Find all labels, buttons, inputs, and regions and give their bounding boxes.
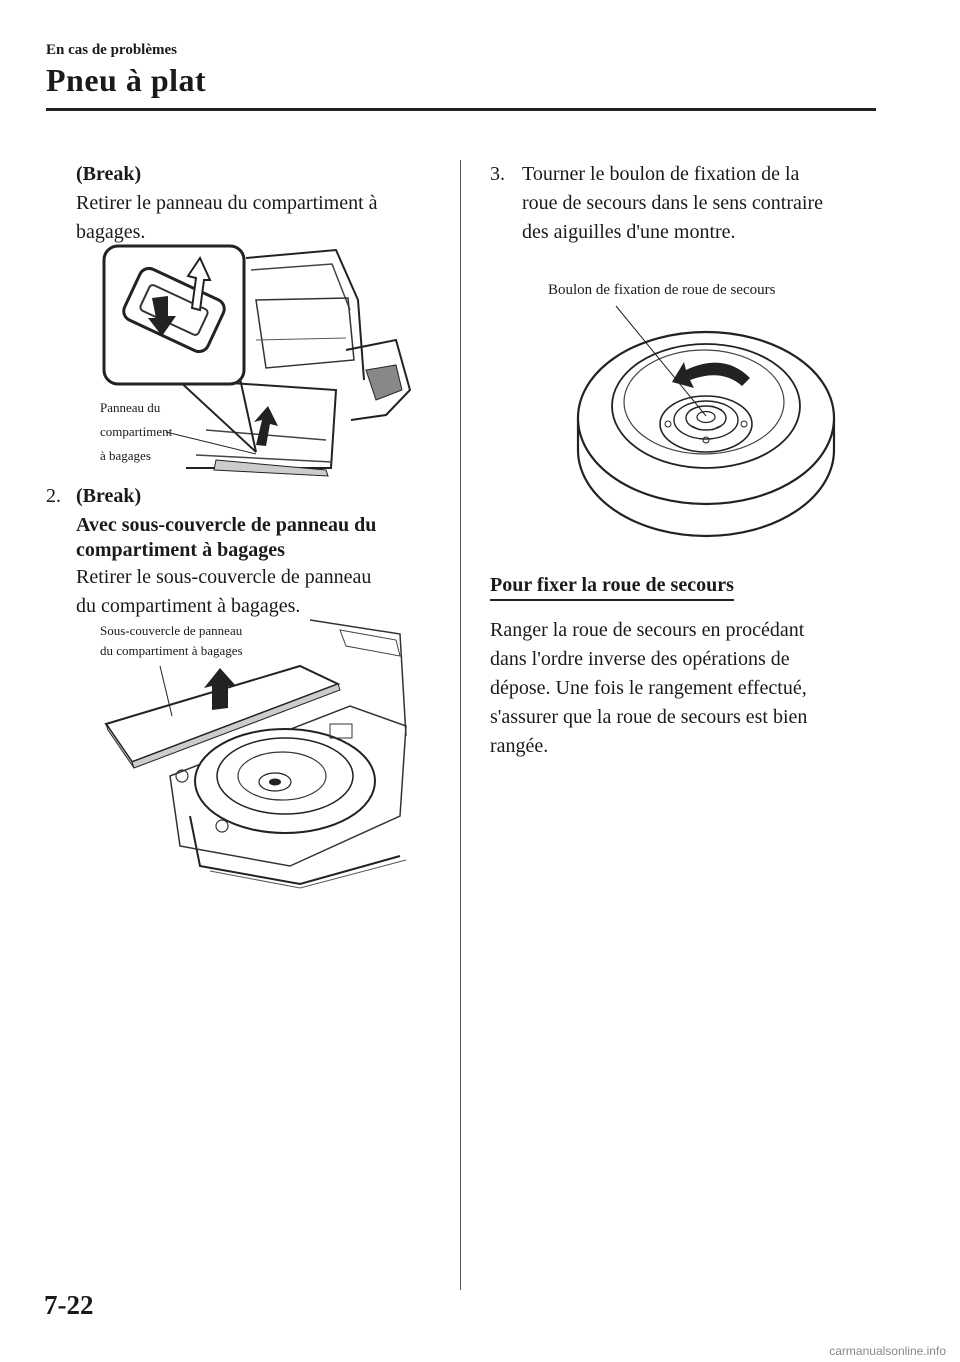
section-subheading: Pour fixer la roue de secours xyxy=(490,574,734,601)
trunk-panel-illustration xyxy=(96,240,412,478)
section-text-line5: rangée. xyxy=(490,735,549,757)
step2-heading-line1: Avec sous-couvercle de panneau du xyxy=(76,514,377,536)
fig2-label-line2: du compartiment à bagages xyxy=(100,643,243,658)
fig2-label-line1: Sous-couvercle de panneau xyxy=(100,623,243,638)
page-title: Pneu à plat xyxy=(46,62,207,98)
fig3-label: Boulon de fixation de roue de secours xyxy=(548,282,776,298)
step2-tag: (Break) xyxy=(76,485,142,507)
step2-heading-line2: compartiment à bagages xyxy=(76,539,285,561)
spare-tire-bolt-illustration xyxy=(574,300,838,540)
section-text-line1: Ranger la roue de secours en procédant xyxy=(490,619,805,641)
page-number: 7-22 xyxy=(44,1290,94,1320)
fig1-label-line1: Panneau du xyxy=(100,400,161,415)
watermark: carmanualsonline.info xyxy=(829,1344,946,1358)
step1-text-line2: bagages. xyxy=(76,221,146,243)
step1-tag: (Break) xyxy=(76,163,142,185)
section-text-line4: s'assurer que la roue de secours est bien xyxy=(490,706,808,728)
step3-text-line3: des aiguilles d'une montre. xyxy=(522,221,736,243)
step2-text-line2: du compartiment à bagages. xyxy=(76,595,301,617)
step2-text-line1: Retirer le sous-couvercle de panneau xyxy=(76,566,372,588)
section-text-line2: dans l'ordre inverse des opérations de xyxy=(490,648,790,670)
step3-text-line1: Tourner le boulon de fixation de la xyxy=(522,163,800,185)
column-divider xyxy=(460,160,461,1290)
step3-text-line2: roue de secours dans le sens contraire xyxy=(522,192,823,214)
fig1-label-line2: compartiment xyxy=(100,424,173,439)
section-label: En cas de problèmes xyxy=(46,42,177,58)
step2-number: 2. xyxy=(46,485,61,507)
sub-cover-illustration xyxy=(100,616,412,890)
fig1-label-line3: à bagages xyxy=(100,448,151,463)
step1-text-line1: Retirer le panneau du compartiment à xyxy=(76,192,378,214)
header-rule xyxy=(46,108,876,111)
section-text-line3: dépose. Une fois le rangement effectué, xyxy=(490,677,807,699)
step3-number: 3. xyxy=(490,163,505,185)
